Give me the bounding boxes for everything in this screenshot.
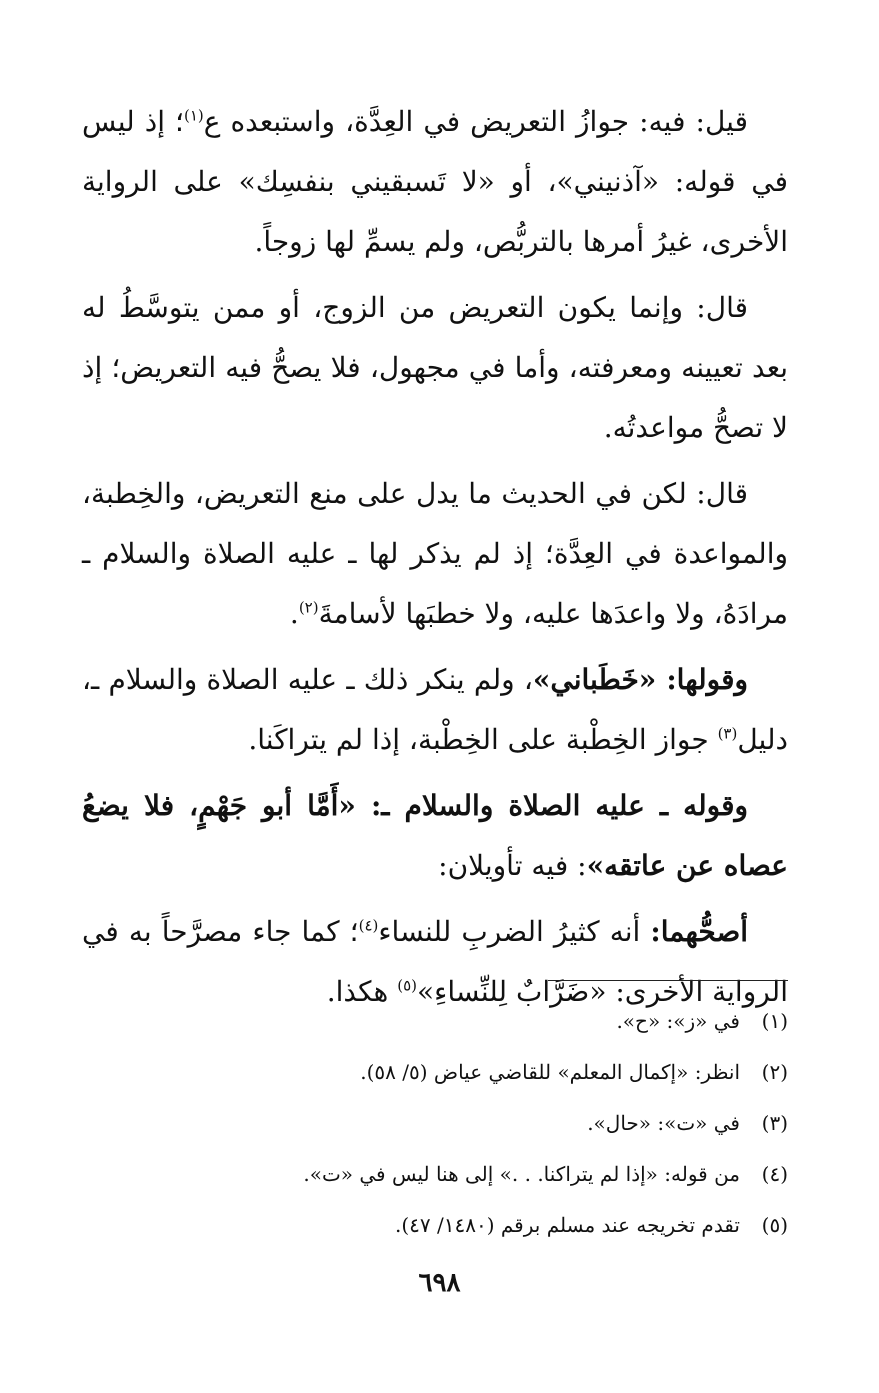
paragraph-3-end: . — [289, 597, 299, 630]
paragraph-6-text-a: أنه كثيرُ الضربِ للنساء — [378, 915, 651, 948]
footnote-text: تقدم تخريجه عند مسلم برقم (١٤٨٠/ ٤٧). — [394, 1213, 740, 1237]
footnote-text: من قوله: «إذا لم يتراكنا. . .» إلى هنا ليس في «ت». — [303, 1162, 740, 1186]
paragraph-5 — [82, 776, 788, 896]
paragraph-1 — [82, 92, 788, 272]
footnote-item — [82, 1002, 788, 1040]
footnote-separator — [548, 980, 788, 981]
paragraph-4-bold: وقولها: «خَطَباني» — [532, 663, 748, 696]
footnote-number: (١) — [761, 1009, 788, 1033]
paragraph-1-rest: ؛ إذ ليس في قوله: «آذنيني»، أو «لا تَسبقيني بنفسِك» على الرواية الأخرى، غيرُ أمرها بالتربُّص، ولم يسمِّ لها زوجاً. — [82, 105, 788, 258]
footnote-item — [82, 1206, 788, 1244]
footnote-text: في «ت»: «حال». — [587, 1111, 740, 1135]
paragraph-2: قال: وإنما يكون التعريض من الزوج، أو ممن يتوسَّطُ له بعد تعيينه ومعرفته، وأما في مجهول، فلا يصحُّ فيه التعريض؛ إذ لا تصحُّ مواعدتُه. — [82, 291, 788, 444]
footnote-ref-5[interactable]: (٥) — [397, 976, 418, 995]
paragraph-6-bold: أصحُّهما: — [650, 915, 748, 948]
footnote-ref-3[interactable]: (٣) — [717, 724, 738, 743]
paragraph-4-text-b: جواز الخِطْبة على الخِطْبة، إذا لم يتراكَنا. — [248, 723, 718, 756]
footnote-item — [82, 1104, 788, 1142]
footnote-text: في «ز»: «ح». — [616, 1009, 740, 1033]
paragraph-6-text-b: ؛ كما جاء مصرَّحاً به في الرواية الأخرى: «ضَرَّابٌ لِلنِّساءِ» — [82, 915, 788, 1008]
footnote-item — [82, 1053, 788, 1091]
footnote-number: (٢) — [761, 1060, 788, 1084]
paragraph-5-rest: : فيه تأويلان: — [438, 849, 587, 882]
paragraph-4 — [82, 650, 788, 770]
paragraph-3 — [82, 464, 788, 644]
footnote-item — [82, 1155, 788, 1193]
footnote-number: (٥) — [761, 1213, 788, 1237]
footnotes — [82, 1002, 788, 1257]
footnote-number: (٤) — [761, 1162, 788, 1186]
paragraph-1-text: قيل: فيه: جوازُ التعريض في العِدَّة، واستبعده ع — [203, 105, 748, 138]
paragraph-4-text-a: ، ولم ينكر ذلك ـ عليه الصلاة والسلام ـ، دليل — [82, 663, 788, 756]
main-text — [82, 92, 788, 1028]
footnote-ref-2[interactable]: (٢) — [298, 598, 319, 617]
footnote-ref-1[interactable]: (١) — [183, 106, 204, 125]
paragraph-3-text: قال: لكن في الحديث ما يدل على منع التعريض، والخِطبة، والمواعدة في العِدَّة؛ إذ لم يذكر لها ـ عليه الصلاة والسلام ـ مرادَهُ، ولا واعدَها عليه، ولا خطبَها لأسامةَ — [82, 477, 788, 630]
footnote-number: (٣) — [761, 1111, 788, 1135]
page-number: ٦٩٨ — [418, 1268, 461, 1298]
footnote-ref-4[interactable]: (٤) — [358, 916, 379, 935]
footnote-text: انظر: «إكمال المعلم» للقاضي عياض (٥/ ٥٨). — [360, 1060, 740, 1084]
paragraph-6-text-c: هكذا. — [326, 975, 398, 1008]
paragraph-5-bold: وقوله ـ عليه الصلاة والسلام ـ: «أَمَّا أبو جَهْمٍ، فلا يضعُ عصاه عن عاتقه» — [82, 789, 788, 882]
